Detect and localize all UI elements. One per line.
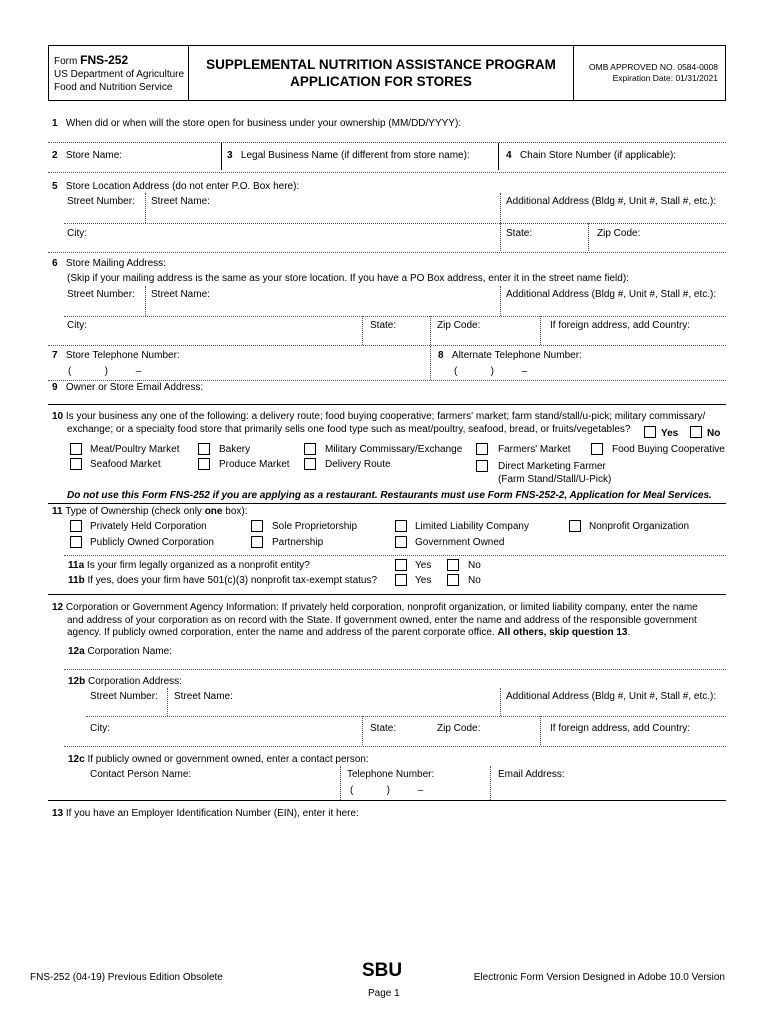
q10-delivery-checkbox[interactable] bbox=[304, 458, 316, 470]
expiration-date: Expiration Date: 01/31/2021 bbox=[612, 73, 718, 83]
q12c-email: Email Address: bbox=[498, 769, 565, 780]
q5-zip: Zip Code: bbox=[597, 228, 641, 239]
q11a-yes-label: Yes bbox=[415, 560, 432, 571]
q10-yes-checkbox[interactable] bbox=[644, 426, 656, 438]
q11-public-corp-checkbox[interactable] bbox=[70, 536, 82, 548]
q8-phone: ( ) – bbox=[454, 366, 528, 377]
q12-line3: agency. If publicly owned corporation, enter the name and address of the parent corporate office. All others, skip question 13. bbox=[67, 627, 631, 638]
q10-direct-farmer-checkbox[interactable] bbox=[476, 460, 488, 472]
q11-government-label: Government Owned bbox=[415, 537, 505, 548]
q11b-yes-checkbox[interactable] bbox=[395, 574, 407, 586]
q10-farmers-checkbox[interactable] bbox=[476, 443, 488, 455]
footer-page: Page 1 bbox=[368, 988, 400, 999]
q6-note: (Skip if your mailing address is the same as your store location. If you have a PO Box address, enter it in the street name field): bbox=[67, 273, 629, 284]
q11-label: 11 Type of Ownership (check only one box): bbox=[52, 506, 248, 517]
q12b-country: If foreign address, add Country: bbox=[550, 723, 691, 734]
form-title-line1: SUPPLEMENTAL NUTRITION ASSISTANCE PROGRAM bbox=[206, 57, 556, 72]
q12-line2: and address of your corporation as on record with the State. If government owned, enter the name and address of the responsible government bbox=[67, 615, 697, 626]
q10-military-checkbox[interactable] bbox=[304, 443, 316, 455]
q11-sole-prop-label: Sole Proprietorship bbox=[272, 521, 358, 532]
q4-label: 4 Chain Store Number (if applicable): bbox=[506, 150, 677, 161]
q3-label: 3 Legal Business Name (if different from store name): bbox=[227, 150, 470, 161]
q5-label: 5 Store Location Address (do not enter P.O. Box here): bbox=[52, 181, 300, 192]
q12b-state: State: bbox=[370, 723, 397, 734]
q11-nonprofit-label: Nonprofit Organization bbox=[589, 521, 690, 532]
q6-additional: Additional Address (Bldg #, Unit #, Stall #, etc.): bbox=[506, 289, 717, 300]
q12c-contact: Contact Person Name: bbox=[90, 769, 192, 780]
q6-state: State: bbox=[370, 320, 397, 331]
q10-no-checkbox[interactable] bbox=[690, 426, 702, 438]
q10-seafood-label: Seafood Market bbox=[90, 459, 161, 470]
q6-city: City: bbox=[67, 320, 87, 331]
q11-private-corp-checkbox[interactable] bbox=[70, 520, 82, 532]
q10-meat-label: Meat/Poultry Market bbox=[90, 444, 180, 455]
q10-produce-checkbox[interactable] bbox=[198, 458, 210, 470]
q11-public-corp-label: Publicly Owned Corporation bbox=[90, 537, 214, 548]
q12c-telephone: Telephone Number: bbox=[347, 769, 435, 780]
q12b-city: City: bbox=[90, 723, 110, 734]
q5-city: City: bbox=[67, 228, 87, 239]
q11a-no-label: No bbox=[468, 560, 481, 571]
q12a-label: 12a Corporation Name: bbox=[68, 646, 172, 657]
q13-label: 13 If you have an Employer Identification Number (EIN), enter it here: bbox=[52, 808, 359, 819]
q10-line2: exchange; or a specialty food store that primarily sells one food type such as meat/poultry, seafood, bread, or fruits/vegetables? bbox=[67, 424, 631, 435]
q11-nonprofit-checkbox[interactable] bbox=[569, 520, 581, 532]
q10-meat-checkbox[interactable] bbox=[70, 443, 82, 455]
q10-produce-label: Produce Market bbox=[219, 459, 290, 470]
footer-sbu: SBU bbox=[362, 960, 403, 981]
service-name: Food and Nutrition Service bbox=[54, 82, 173, 93]
q10-direct-farmer-sub: (Farm Stand/Stall/U-Pick) bbox=[498, 474, 612, 485]
q11a-yes-checkbox[interactable] bbox=[395, 559, 407, 571]
q6-label: 6 Store Mailing Address: bbox=[52, 258, 166, 269]
q7-phone: ( ) – bbox=[68, 366, 142, 377]
q11b-no-label: No bbox=[468, 575, 481, 586]
q11a-label: 11a Is your firm legally organized as a nonprofit entity? bbox=[68, 560, 310, 571]
q12c-phone: ( ) – bbox=[350, 785, 424, 796]
q12b-zip: Zip Code: bbox=[437, 723, 481, 734]
q5-additional: Additional Address (Bldg #, Unit #, Stall #, etc.): bbox=[506, 196, 717, 207]
q10-line1: 10 Is your business any one of the following: a delivery route; food buying cooperative; farmers' market; farm stand/stall/u-pick; military commissary/ bbox=[52, 411, 706, 422]
q10-coop-label: Food Buying Cooperative bbox=[612, 444, 725, 455]
q8-label: 8 Alternate Telephone Number: bbox=[438, 350, 582, 361]
q10-farmers-label: Farmers' Market bbox=[498, 444, 571, 455]
q10-delivery-label: Delivery Route bbox=[325, 459, 391, 470]
q5-state: State: bbox=[506, 228, 533, 239]
q7-label: 7 Store Telephone Number: bbox=[52, 350, 180, 361]
q12b-label: 12b Corporation Address: bbox=[68, 676, 182, 687]
q12b-additional: Additional Address (Bldg #, Unit #, Stall #, etc.): bbox=[506, 691, 717, 702]
q6-zip: Zip Code: bbox=[437, 320, 481, 331]
omb-number: OMB APPROVED NO. 0584-0008 bbox=[589, 62, 718, 72]
q11-partnership-checkbox[interactable] bbox=[251, 536, 263, 548]
form-title-line2: APPLICATION FOR STORES bbox=[290, 74, 472, 89]
q10-yes-label: Yes bbox=[661, 428, 679, 439]
q10-restaurant-warning: Do not use this Form FNS-252 if you are applying as a restaurant. Restaurants must use Form FNS-252-2, Application for Meal Services. bbox=[67, 490, 712, 501]
q11b-label: 11b If yes, does your firm have 501(c)(3) nonprofit tax-exempt status? bbox=[68, 575, 378, 586]
q11-llc-label: Limited Liability Company bbox=[415, 521, 529, 532]
q12b-street-name: Street Name: bbox=[174, 691, 233, 702]
q11b-yes-label: Yes bbox=[415, 575, 432, 586]
q11b-no-checkbox[interactable] bbox=[447, 574, 459, 586]
q6-street-number: Street Number: bbox=[67, 289, 135, 300]
q5-street-number: Street Number: bbox=[67, 196, 135, 207]
q12c-label: 12c If publicly owned or government owned, enter a contact person: bbox=[68, 754, 369, 765]
q11-sole-prop-checkbox[interactable] bbox=[251, 520, 263, 532]
footer-edition: FNS-252 (04-19) Previous Edition Obsolete bbox=[30, 972, 223, 983]
q12b-street-number: Street Number: bbox=[90, 691, 158, 702]
form-number: Form FNS-252 bbox=[54, 53, 129, 67]
q11-llc-checkbox[interactable] bbox=[395, 520, 407, 532]
q10-bakery-label: Bakery bbox=[219, 444, 251, 455]
q12-line1: 12 Corporation or Government Agency Information: If privately held corporation, nonprofit organization, or limited liability company, enter the name bbox=[52, 602, 698, 613]
q11-partnership-label: Partnership bbox=[272, 537, 324, 548]
q11-government-checkbox[interactable] bbox=[395, 536, 407, 548]
q5-street-name: Street Name: bbox=[151, 196, 210, 207]
q2-label: 2 Store Name: bbox=[52, 150, 123, 161]
q6-country: If foreign address, add Country: bbox=[550, 320, 691, 331]
dept-name: US Department of Agriculture bbox=[54, 69, 185, 80]
q11a-no-checkbox[interactable] bbox=[447, 559, 459, 571]
q11-private-corp-label: Privately Held Corporation bbox=[90, 521, 207, 532]
q10-no-label: No bbox=[707, 428, 721, 439]
q10-coop-checkbox[interactable] bbox=[591, 443, 603, 455]
q1-label: 1 When did or when will the store open for business under your ownership (MM/DD/YYYY): bbox=[52, 118, 462, 129]
q6-street-name: Street Name: bbox=[151, 289, 210, 300]
q9-label: 9 Owner or Store Email Address: bbox=[52, 382, 204, 393]
footer-electronic: Electronic Form Version Designed in Adobe 10.0 Version bbox=[473, 972, 725, 983]
q10-military-label: Military Commissary/Exchange bbox=[325, 444, 463, 455]
q10-seafood-checkbox[interactable] bbox=[70, 458, 82, 470]
q10-bakery-checkbox[interactable] bbox=[198, 443, 210, 455]
q10-direct-farmer-label: Direct Marketing Farmer bbox=[498, 461, 606, 472]
